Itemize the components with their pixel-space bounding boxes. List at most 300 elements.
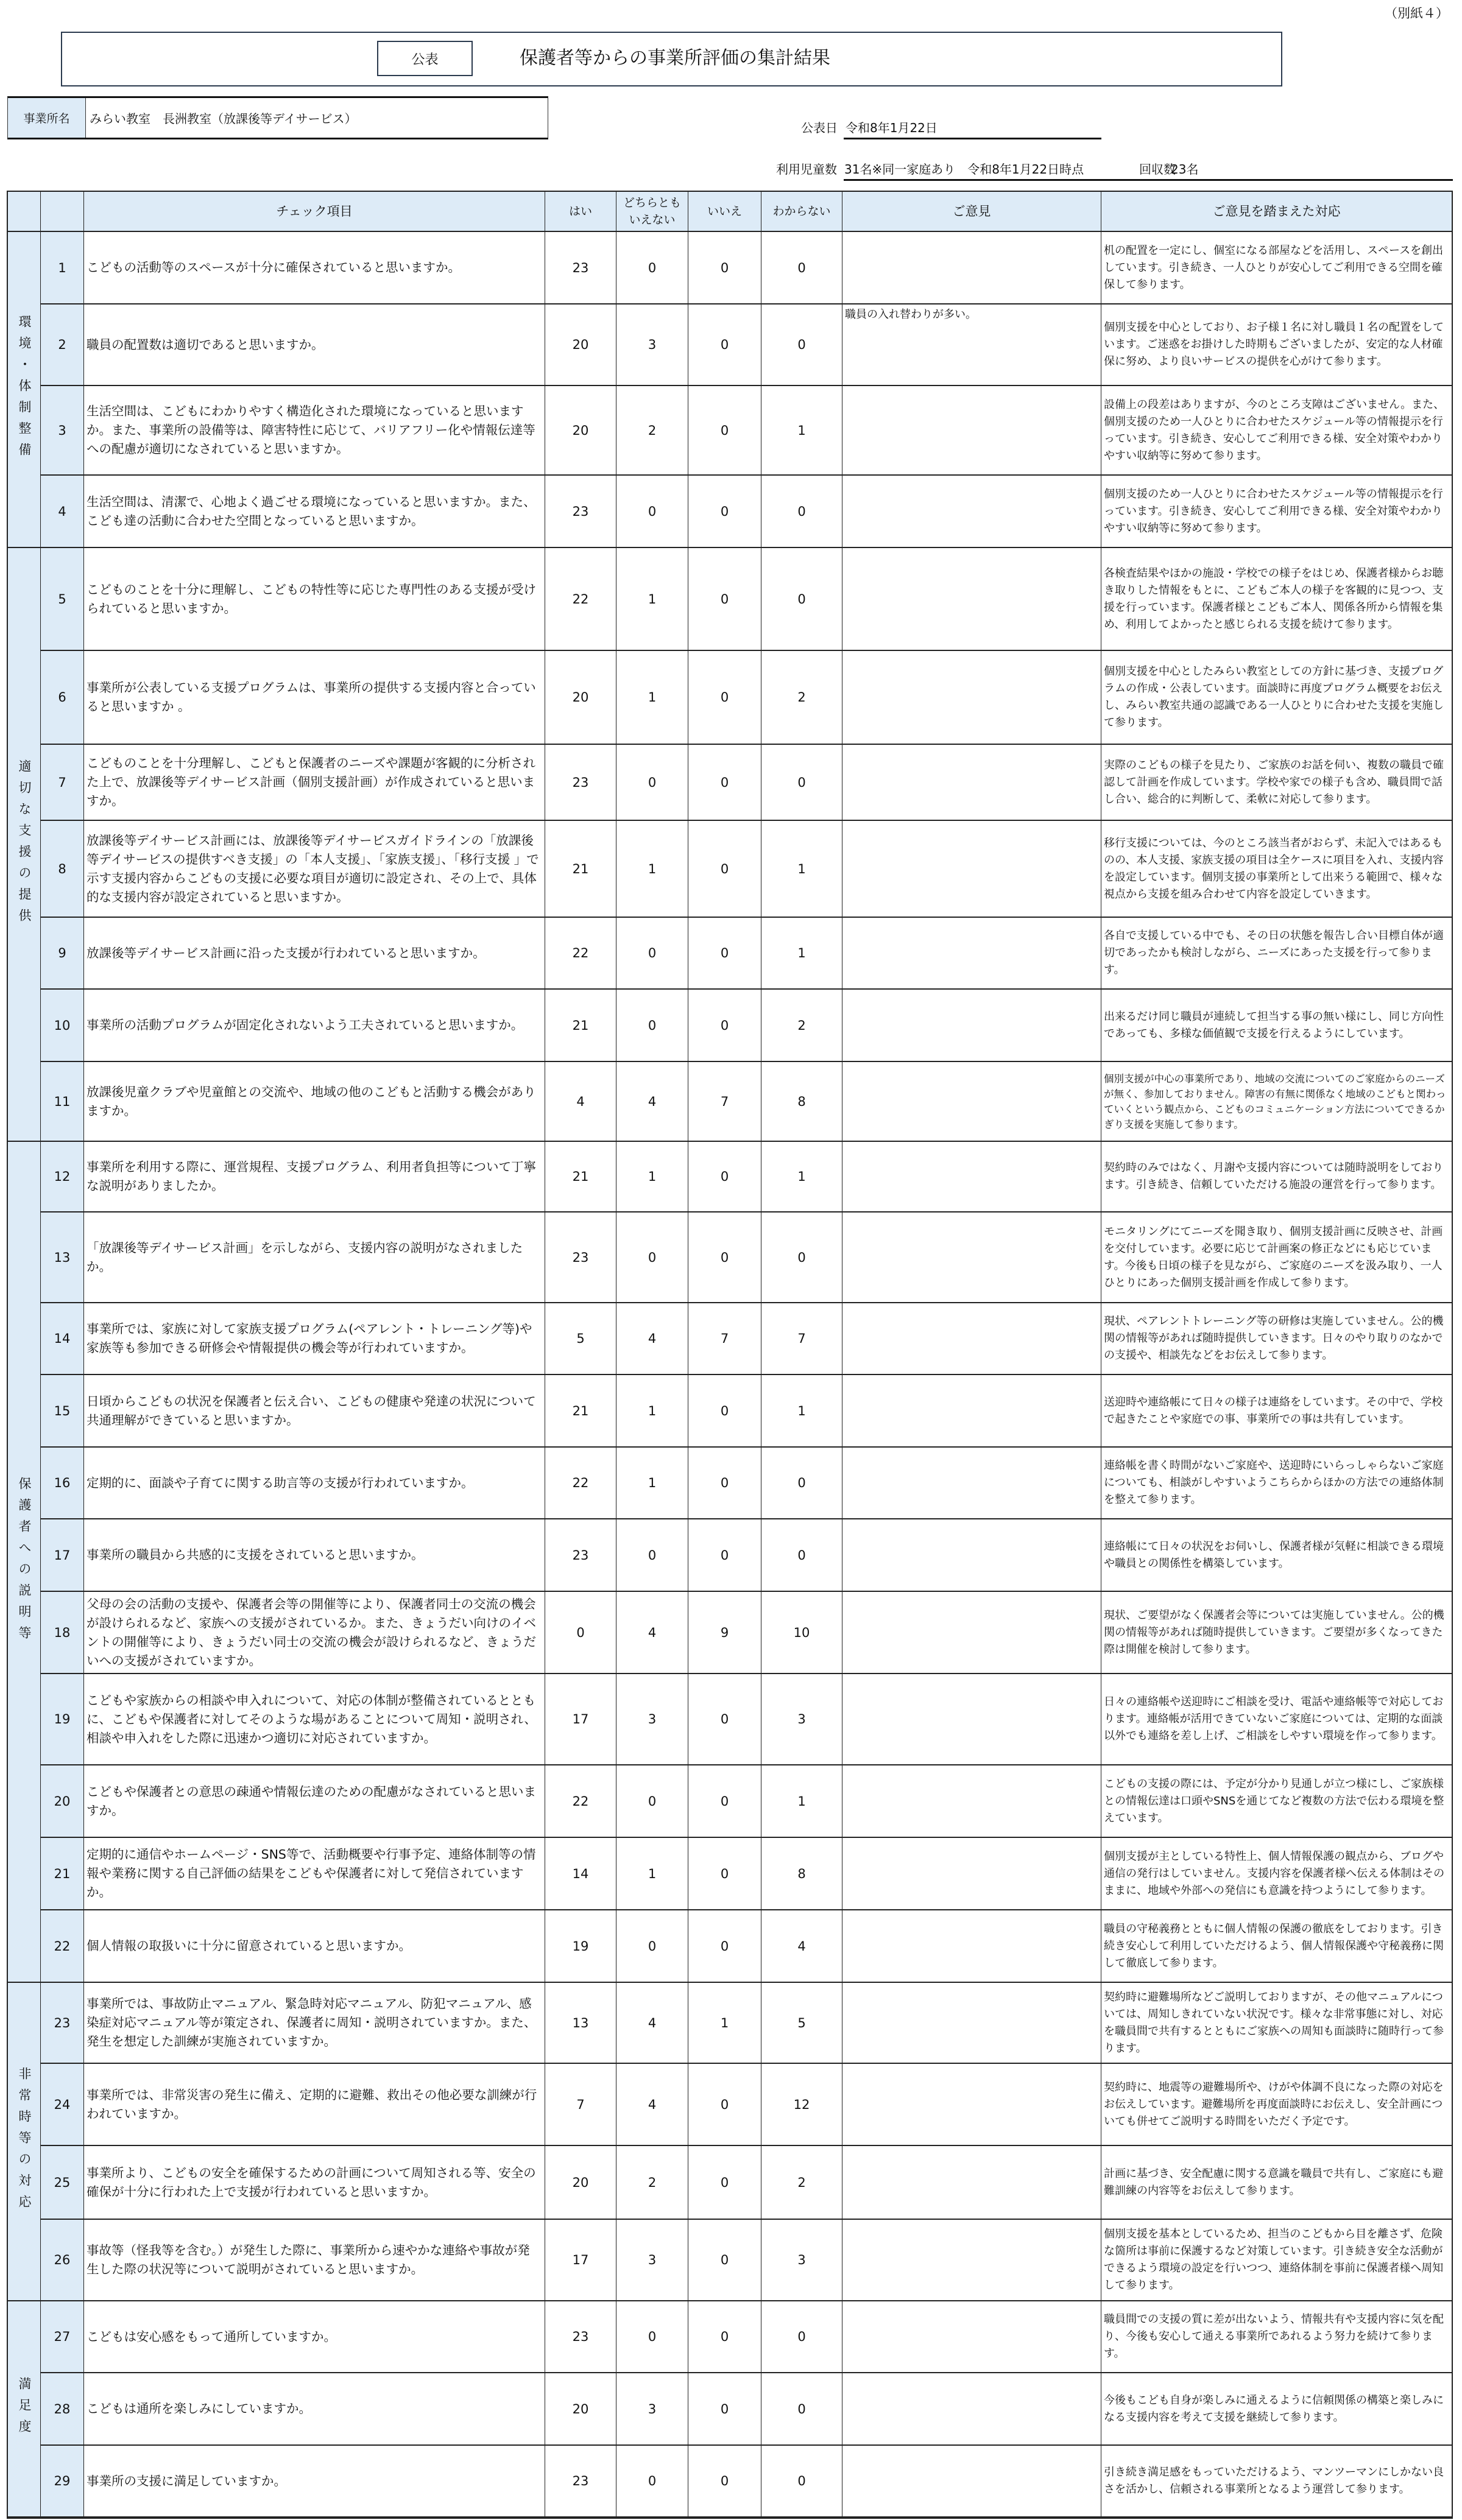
response-text: 契約時に、地震等の避難場所や、けがや体調不良になった際の対応をお伝えしています。避難場所を再度面談時にお伝えし、安全計画についても併せてご説明する時間をいただく予定です。 — [1104, 2080, 1444, 2128]
row-number: 3 — [41, 386, 84, 474]
response-cell — [1101, 2220, 1452, 2300]
table-row — [41, 918, 1452, 990]
count-yes: 22 — [545, 548, 616, 650]
count-yes: 23 — [545, 476, 616, 547]
count-yes: 23 — [545, 1519, 616, 1591]
response-text: 引き続き満足感をもっていただけるよう、マンツーマンにしかない良さを活かし、信頼される事業所となるよう運営して参ります。 — [1104, 2466, 1444, 2496]
count-neither: 1 — [616, 1375, 688, 1446]
count-yes: 4 — [545, 1062, 616, 1141]
count-no: 0 — [688, 2146, 761, 2219]
count-yes: 21 — [545, 990, 616, 1061]
table-row — [41, 2220, 1452, 2301]
check-item — [84, 1910, 545, 1982]
count-no: 0 — [688, 1910, 761, 1982]
count-yes: 20 — [545, 2373, 616, 2444]
check-item — [84, 821, 545, 917]
table-row — [41, 1375, 1452, 1448]
opinion-cell — [842, 1983, 1101, 2063]
count-yes: 23 — [545, 2301, 616, 2372]
category-group — [8, 2301, 1452, 2518]
check-item-text: こどもは通所を楽しみにしていますか。 — [87, 2401, 311, 2416]
response-cell — [1101, 232, 1452, 303]
check-item-text: 事業所を利用する際に、運営規程、支援プログラム、利用者負担等について丁寧な説明がありましたか。 — [87, 1160, 536, 1193]
row-number: 27 — [41, 2301, 84, 2372]
count-yes: 0 — [545, 1592, 616, 1673]
check-item — [84, 2220, 545, 2300]
table-row — [41, 2064, 1452, 2146]
count-neither: 0 — [616, 232, 688, 303]
opinion-text: 職員の入れ替わりが多い。 — [845, 308, 976, 321]
count-yes: 7 — [545, 2064, 616, 2145]
table-row — [41, 1765, 1452, 1838]
category-label: 保護者への説明等 — [17, 1476, 32, 1647]
row-number: 11 — [41, 1062, 84, 1141]
count-dont-know: 0 — [761, 745, 842, 820]
count-dont-know: 1 — [761, 386, 842, 474]
category-rows — [41, 1142, 1452, 1983]
opinion-cell — [842, 1910, 1101, 1982]
count-no: 0 — [688, 1212, 761, 1302]
header-check-item: チェック項目 — [84, 192, 545, 231]
check-item-text: 事業所の支援に満足していますか。 — [87, 2473, 286, 2488]
response-text: 契約時に避難場所などご説明しておりますが、その他マニュアルについては、周知しきれていない状況です。様々な非常事態に対し、対応を職員間で共有するとともにご家族への周知も面談時に随時行って参ります。 — [1104, 1990, 1444, 2055]
office-box — [7, 96, 548, 139]
check-item-text: 事業所の活動プログラムが固定化されないよう工夫されていると思いますか。 — [87, 1018, 524, 1032]
table-row — [41, 1983, 1452, 2064]
opinion-cell — [842, 386, 1101, 474]
category-group — [8, 1983, 1452, 2301]
count-yes: 23 — [545, 745, 616, 820]
row-number: 14 — [41, 1303, 84, 1374]
check-item-text: 事業所では、家族に対して家族支援プログラム(ペアレント・トレーニング等)や家族等も参加できる研修会や情報提供の機会等が行われていますか。 — [87, 1322, 532, 1355]
row-number: 1 — [41, 232, 84, 303]
count-yes: 20 — [545, 386, 616, 474]
opinion-cell — [842, 1375, 1101, 1446]
response-text: 送迎時や連絡帳にて日々の様子は連絡をしています。その中で、学校で起きたことや家庭での事、事業所での事は共有しています。 — [1104, 1395, 1443, 1426]
response-text: 職員間での支援の質に差が出ないよう、情報共有や支援内容に気を配り、今後も安心して通える事業所であれるよう努力を続けて参ります。 — [1104, 2313, 1444, 2360]
check-item — [84, 2146, 545, 2219]
response-cell — [1101, 1519, 1452, 1591]
page-title: 保護者等からの事業所評価の集計結果 — [520, 48, 830, 69]
count-no: 0 — [688, 1765, 761, 1837]
count-no: 0 — [688, 990, 761, 1061]
opinion-cell — [842, 232, 1101, 303]
response-text: 個別支援のため一人ひとりに合わせたスケジュール等の情報提示を行っています。引き続き、安心してご利用できる様、安全対策やわかりやすい収納等に努めて参ります。 — [1104, 487, 1443, 535]
check-item-text: 事業所の職員から共感的に支援をされていると思いますか。 — [87, 1547, 424, 1562]
count-neither: 3 — [616, 2373, 688, 2444]
count-yes: 19 — [545, 1910, 616, 1982]
row-number: 4 — [41, 476, 84, 547]
stats-underline — [844, 179, 1453, 181]
check-item-text: 事業所では、事故防止マニュアル、緊急時対応マニュアル、防犯マニュアル、感染症対応マニュアル等が策定され、保護者に周知・説明されていますか。また、発生を想定した訓練が実施されていますか。 — [87, 1996, 537, 2049]
count-dont-know: 8 — [761, 1838, 842, 1909]
count-yes: 23 — [545, 2446, 616, 2516]
count-dont-know: 8 — [761, 1062, 842, 1141]
count-yes: 14 — [545, 1838, 616, 1909]
opinion-cell — [842, 548, 1101, 650]
count-no: 0 — [688, 386, 761, 474]
count-neither: 0 — [616, 2301, 688, 2372]
response-cell — [1101, 745, 1452, 820]
category-group — [8, 1142, 1452, 1983]
count-dont-know: 0 — [761, 2301, 842, 2372]
check-item-text: 事業所では、非常災害の発生に備え、定期的に避難、救出その他必要な訓練が行われていますか。 — [87, 2087, 537, 2121]
row-number: 25 — [41, 2146, 84, 2219]
response-text: 個別支援を基本としているため、担当のこどもから目を離さず、危険な箇所は事前に保護するなど対策しています。引き続き安全な活動ができるよう環境の設定を行いつつ、連絡体制を事前に保護者様へ周知して参ります。 — [1104, 2228, 1444, 2292]
count-yes: 23 — [545, 232, 616, 303]
count-dont-know: 2 — [761, 990, 842, 1061]
check-item-text: 放課後等デイサービス計画に沿った支援が行われていると思いますか。 — [87, 945, 486, 960]
table-row — [41, 2373, 1452, 2446]
response-text: 実際のこどもの様子を見たり、ご家族のお話を伺い、複数の職員で確認して計画を作成しています。学校や家での様子も含め、職員間で話し合い、総合的に判断して、柔軟に対応して参ります。 — [1104, 758, 1444, 806]
count-dont-know: 0 — [761, 304, 842, 385]
category-cell — [8, 232, 41, 548]
response-cell — [1101, 821, 1452, 917]
count-no: 0 — [688, 1375, 761, 1446]
row-number: 18 — [41, 1592, 84, 1673]
count-neither: 2 — [616, 386, 688, 474]
count-neither: 3 — [616, 304, 688, 385]
check-item-text: 個人情報の取扱いに十分に留意されていると思いますか。 — [87, 1938, 411, 1953]
count-neither: 0 — [616, 918, 688, 988]
count-neither: 1 — [616, 1838, 688, 1909]
count-no: 0 — [688, 2301, 761, 2372]
response-text: 各検査結果やほかの施設・学校での様子をはじめ、保護者様からお聴き取りした情報をもとに、こどもご本人の様子を客観的に見つつ、支援を行っています。保護者様とこどもご本人、関係各所から情報を集め、利用してよかったと感じられる支援を続けて参ります。 — [1104, 566, 1444, 631]
check-item-text: 定期的に通信やホームページ・SNS等で、活動概要や行事予定、連絡体制等の情報や業務に関する自己評価の結果をこどもや保護者に対して発信されていますか。 — [87, 1847, 536, 1899]
response-cell — [1101, 1142, 1452, 1211]
opinion-cell — [842, 2373, 1101, 2444]
count-no: 0 — [688, 2373, 761, 2444]
count-neither: 0 — [616, 476, 688, 547]
count-neither: 3 — [616, 2220, 688, 2300]
check-item — [84, 1142, 545, 1211]
category-cell — [8, 1983, 41, 2301]
count-neither: 4 — [616, 1303, 688, 1374]
row-number: 29 — [41, 2446, 84, 2516]
count-dont-know: 4 — [761, 1910, 842, 1982]
response-cell — [1101, 548, 1452, 650]
opinion-cell — [842, 1062, 1101, 1141]
table-row — [41, 821, 1452, 918]
count-no: 0 — [688, 745, 761, 820]
check-item-text: 「放課後等デイサービス計画」を示しながら、支援内容の説明がなされましたか。 — [87, 1240, 523, 1274]
response-text: 個別支援を中心としており、お子様１名に対し職員１名の配置をしています。ご迷惑をお掛けした時期もございましたが、安定的な人材確保に努め、より良いサービスの提供を心がけて参ります。 — [1104, 321, 1444, 368]
count-yes: 17 — [545, 2220, 616, 2300]
count-no: 0 — [688, 1142, 761, 1211]
row-number: 20 — [41, 1765, 84, 1837]
publish-date-value: 令和8年1月22日 — [846, 121, 938, 135]
count-dont-know: 0 — [761, 232, 842, 303]
response-cell — [1101, 918, 1452, 988]
check-item — [84, 1448, 545, 1518]
users-count-label: 利用児童数 — [776, 162, 837, 177]
count-neither: 0 — [616, 990, 688, 1061]
count-no: 0 — [688, 476, 761, 547]
opinion-cell — [842, 745, 1101, 820]
check-item-text: こどもは安心感をもって通所していますか。 — [87, 2329, 336, 2344]
check-item — [84, 1674, 545, 1764]
row-number: 23 — [41, 1983, 84, 2063]
count-dont-know: 1 — [761, 1765, 842, 1837]
response-text: 個別支援が中心の事業所であり、地域の交流についてのご家庭からのニーズが無く、参加しておりません。障害の有無に関係なく地域のこどもと関わっていくという観点から、こどものコミュニケーション方法についてできるかぎり支援を実施して参ります。 — [1104, 1072, 1446, 1130]
publish-date-label: 公表日 — [801, 121, 838, 135]
count-no: 0 — [688, 2064, 761, 2145]
count-dont-know: 1 — [761, 821, 842, 917]
table-row — [41, 1519, 1452, 1592]
table-row — [41, 1212, 1452, 1303]
check-item — [84, 1592, 545, 1673]
count-neither: 1 — [616, 548, 688, 650]
table-row — [41, 1592, 1452, 1674]
row-number: 8 — [41, 821, 84, 917]
check-item-text: こどもの活動等のスペースが十分に確保されていると思いますか。 — [87, 260, 461, 275]
office-label: 事業所名 — [8, 98, 86, 138]
category-label: 環境・体制整備 — [17, 315, 32, 464]
table-row — [41, 990, 1452, 1062]
check-item — [84, 1212, 545, 1302]
count-neither: 1 — [616, 651, 688, 744]
opinion-cell — [842, 1303, 1101, 1374]
response-text: モニタリングにてニーズを聞き取り、個別支援計画に反映させ、計画を交付しています。必要に応じて計画案の修正などにも応じています。今後も日頃の様子を見ながら、ご家庭のニーズを汲み取り、一人ひとりにあった個別支援計画を作成して参ります。 — [1104, 1225, 1443, 1289]
header-opinion: ご意見 — [842, 192, 1101, 231]
count-neither: 0 — [616, 1765, 688, 1837]
count-no: 0 — [688, 821, 761, 917]
row-number: 13 — [41, 1212, 84, 1302]
check-item — [84, 2064, 545, 2145]
check-item — [84, 386, 545, 474]
response-cell — [1101, 1765, 1452, 1837]
category-group — [8, 548, 1452, 1142]
check-item — [84, 548, 545, 650]
check-item — [84, 1765, 545, 1837]
header-dont-know: わからない — [761, 192, 842, 231]
count-neither: 0 — [616, 1212, 688, 1302]
count-no: 0 — [688, 1838, 761, 1909]
response-cell — [1101, 1062, 1452, 1141]
check-item-text: 日頃からこどもの状況を保護者と伝え合い、こどもの健康や発達の状況について共通理解ができていると思いますか。 — [87, 1393, 536, 1427]
response-cell — [1101, 1674, 1452, 1764]
response-cell — [1101, 476, 1452, 547]
response-text: 各自で支援している中でも、その日の状態を報告し合い目標自体が適切であったかも検討しながら、ニーズにあった支援を行って参ります。 — [1104, 929, 1444, 976]
count-neither: 1 — [616, 1142, 688, 1211]
count-dont-know: 0 — [761, 1448, 842, 1518]
table-row — [41, 2146, 1452, 2220]
opinion-cell — [842, 476, 1101, 547]
header-category — [8, 192, 41, 231]
opinion-cell — [842, 1838, 1101, 1909]
count-dont-know: 2 — [761, 2146, 842, 2219]
opinion-cell — [842, 1674, 1101, 1764]
response-text: 個別支援を中心としたみらい教室としての方針に基づき、支援プログラムの作成・公表しています。面談時に再度プログラム概要をお伝えし、みらい教室共通の認識である一人ひとりに合わせた支援を実施して参ります。 — [1104, 665, 1444, 729]
count-no: 0 — [688, 548, 761, 650]
count-neither: 0 — [616, 1519, 688, 1591]
response-text: 連絡帳にて日々の状況をお伺いし、保護者様が気軽に相談できる環境や職員との関係性を構築しています。 — [1104, 1540, 1444, 1570]
response-cell — [1101, 1983, 1452, 2063]
opinion-cell — [842, 1448, 1101, 1518]
count-neither: 2 — [616, 2146, 688, 2219]
check-item-text: 事故等（怪我等を含む。）が発生した際に、事業所から速やかな連絡や事故が発生した際の状況等について説明がされていると思いますか。 — [87, 2243, 530, 2276]
response-text: 机の配置を一定にし、個室になる部屋などを活用し、スペースを創出しています。引き続き、一人ひとりが安心してご利用できる空間を確保して参ります。 — [1104, 244, 1444, 291]
row-number: 17 — [41, 1519, 84, 1591]
check-item — [84, 1519, 545, 1591]
opinion-cell — [842, 304, 1101, 385]
count-neither: 4 — [616, 1983, 688, 2063]
table-row — [41, 1674, 1452, 1765]
count-yes: 21 — [545, 1142, 616, 1211]
count-neither: 0 — [616, 745, 688, 820]
check-item-text: こどもや家族からの相談や申入れについて、対応の体制が整備されているとともに、こどもや保護者に対してそのような場があることについて周知・説明され、相談や申入れをした際に迅速かつ適切に対応されていますか。 — [87, 1692, 537, 1745]
response-cell — [1101, 1212, 1452, 1302]
header-neither: どちらとも いえない — [616, 192, 688, 231]
count-no: 0 — [688, 1448, 761, 1518]
count-dont-know: 0 — [761, 476, 842, 547]
response-cell — [1101, 2146, 1452, 2219]
table-row — [41, 2446, 1452, 2518]
office-name: みらい教室 長洲教室（放課後等デイサービス） — [90, 111, 357, 126]
check-item-text: こどものことを十分理解し、こどもと保護者のニーズや課題が客観的に分析された上で、放課後等デイサービス計画（個別支援計画）が作成されていると思いますか。 — [87, 756, 535, 808]
publish-date-underline — [844, 138, 1101, 139]
table-row — [41, 1448, 1452, 1519]
collected-count-label: 回収数 — [1139, 162, 1176, 177]
check-item-text: 定期的に、面談や子育てに関する助言等の支援が行われていますか。 — [87, 1475, 474, 1490]
count-yes: 23 — [545, 1212, 616, 1302]
check-item — [84, 2373, 545, 2444]
check-item — [84, 1983, 545, 2063]
opinion-cell — [842, 2446, 1101, 2516]
row-number: 22 — [41, 1910, 84, 1982]
count-no: 1 — [688, 1983, 761, 2063]
check-item-text: 放課後児童クラブや児童館との交流や、地域の他のこどもと活動する機会がありますか。 — [87, 1084, 536, 1118]
opinion-cell — [842, 1592, 1101, 1673]
count-neither: 4 — [616, 2064, 688, 2145]
annex-label: （別紙４） — [1385, 6, 1449, 21]
opinion-cell — [842, 2220, 1101, 2300]
check-item-text: 事業所が公表している支援プログラムは、事業所の提供する支援内容と合っていると思いますか 。 — [87, 680, 536, 714]
row-number: 21 — [41, 1838, 84, 1909]
response-text: 今後もこども自身が楽しみに通えるように信頼関係の構築と楽しみになる支援内容を考えて支援を継続して参ります。 — [1104, 2393, 1444, 2424]
table-row — [41, 386, 1452, 476]
check-item — [84, 1062, 545, 1141]
count-no: 7 — [688, 1303, 761, 1374]
opinion-cell — [842, 1519, 1101, 1591]
count-neither: 1 — [616, 821, 688, 917]
check-item-text: こどものことを十分に理解し、こどもの特性等に応じた専門性のある支援が受けられていると思いますか。 — [87, 582, 536, 616]
category-cell — [8, 548, 41, 1142]
table-row — [41, 1142, 1452, 1212]
count-no: 0 — [688, 918, 761, 988]
category-group — [8, 232, 1452, 548]
response-cell — [1101, 651, 1452, 744]
response-cell — [1101, 386, 1452, 474]
response-cell — [1101, 1838, 1452, 1909]
table-row — [41, 1303, 1452, 1375]
check-item-text: 職員の配置数は適切であると思いますか。 — [87, 337, 324, 352]
check-item — [84, 990, 545, 1061]
table-row — [41, 304, 1452, 386]
opinion-cell — [842, 2301, 1101, 2372]
opinion-cell — [842, 2146, 1101, 2219]
opinion-cell — [842, 2064, 1101, 2145]
check-item — [84, 651, 545, 744]
count-yes: 21 — [545, 1375, 616, 1446]
header-yes: はい — [545, 192, 616, 231]
check-item — [84, 745, 545, 820]
count-yes: 13 — [545, 1983, 616, 2063]
category-label: 非常時等の対応 — [17, 2067, 32, 2216]
count-no: 0 — [688, 304, 761, 385]
response-text: 移行支援については、今のところ該当者がおらず、未記入ではあるものの、本人支援、家族支援の項目は全ケースに項目を入れ、支援内容を設定しています。個別支援の事業所として出来うる範囲で、様々な視点から支援を組み合わせて内容を設定していきます。 — [1104, 836, 1444, 901]
response-text: 設備上の段差はありますが、今のところ支障はございません。また、個別支援のため一人ひとりに合わせたスケジュール等の情報提示を行っています。引き続き、安心してご利用できる様、安全対策やわかりやすい収納等に努めて参ります。 — [1104, 398, 1445, 462]
count-dont-know: 3 — [761, 2220, 842, 2300]
opinion-cell — [842, 1142, 1101, 1211]
check-item-text: 放課後等デイサービス計画には、放課後等デイサービスガイドラインの「放課後等デイサービスの提供すべき支援」の「本人支援」、「家族支援」、「移行支援 」で示す支援内容からこどもの支援に必要な項目が適切に設定され、その上で、具体的な支援内容が設定されていると思いますか。 — [87, 832, 539, 904]
row-number: 6 — [41, 651, 84, 744]
row-number: 28 — [41, 2373, 84, 2444]
count-yes: 22 — [545, 1448, 616, 1518]
collected-count-value: 23名 — [1171, 162, 1199, 177]
row-number: 15 — [41, 1375, 84, 1446]
check-item — [84, 1303, 545, 1374]
check-item-text: こどもや保護者との意思の疎通や情報伝達のための配慮がなされていると思いますか。 — [87, 1784, 536, 1818]
count-no: 0 — [688, 232, 761, 303]
check-item — [84, 918, 545, 988]
response-cell — [1101, 1448, 1452, 1518]
row-number: 12 — [41, 1142, 84, 1211]
response-cell — [1101, 2446, 1452, 2516]
row-number: 26 — [41, 2220, 84, 2300]
response-text: 契約時のみではなく、月謝や支援内容については随時説明をしております。引き続き、信頼していただける施設の運営を行って参ります。 — [1104, 1161, 1444, 1191]
evaluation-table — [7, 191, 1453, 2519]
count-dont-know: 0 — [761, 1212, 842, 1302]
table-row — [41, 1910, 1452, 1983]
opinion-cell — [842, 651, 1101, 744]
count-yes: 20 — [545, 304, 616, 385]
response-cell — [1101, 990, 1452, 1061]
count-yes: 21 — [545, 821, 616, 917]
response-cell — [1101, 1375, 1452, 1446]
count-neither: 4 — [616, 1592, 688, 1673]
category-cell — [8, 1142, 41, 1983]
count-dont-know: 1 — [761, 1375, 842, 1446]
table-body — [8, 232, 1452, 2518]
count-dont-know: 0 — [761, 2446, 842, 2516]
count-neither: 4 — [616, 1062, 688, 1141]
response-text: 連絡帳を書く時間がないご家庭や、送迎時にいらっしゃらないご家庭についても、相談がしやすいようこちらからほかの方法での連絡体制を整えて参ります。 — [1104, 1459, 1444, 1506]
count-dont-know: 12 — [761, 2064, 842, 2145]
count-neither: 0 — [616, 2446, 688, 2516]
opinion-cell — [842, 1212, 1101, 1302]
opinion-cell — [842, 918, 1101, 988]
title-box — [61, 32, 1282, 86]
response-text: 職員の守秘義務とともに個人情報の保護の徹底をしております。引き続き安心して利用していただけるよう、個人情報保護や守秘義務に関して徹底して参ります。 — [1104, 1922, 1444, 1969]
check-item-text: 生活空間は、こどもにわかりやすく構造化された環境になっていると思いますか。また、事業所の設備等は、障害特性に応じて、バリアフリー化や情報伝達等への配慮が適切になされていると思いますか。 — [87, 404, 535, 456]
opinion-cell — [842, 990, 1101, 1061]
count-dont-know: 7 — [761, 1303, 842, 1374]
count-yes: 17 — [545, 1674, 616, 1764]
count-neither: 3 — [616, 1674, 688, 1764]
row-number: 7 — [41, 745, 84, 820]
response-cell — [1101, 2301, 1452, 2372]
table-row — [41, 745, 1452, 821]
response-text: 現状、ご要望がなく保護者会等については実施していません。公的機関の情報等があれば随時提供していきます。ご要望が多くなってきた際は開催を検討して参ります。 — [1104, 1608, 1444, 1656]
response-text: 現状、ペアレントトレーニング等の研修は実施していません。公的機関の情報等があれば随時提供していきます。日々のやり取りのなかでの支援や、相談先などをお伝えして参ります。 — [1104, 1315, 1444, 1362]
opinion-cell — [842, 821, 1101, 917]
response-text: こどもの支援の際には、予定が分かり見通しが立つ様にし、ご家族様との情報伝達は口頭やSNSを通じてなど複数の方法で伝わる環境を整えています。 — [1104, 1777, 1444, 1825]
category-rows — [41, 2301, 1452, 2518]
response-text: 計画に基づき、安全配慮に関する意識を職員で共有し、ご家庭にも避難訓練の内容等をお伝えして参ります。 — [1104, 2167, 1444, 2197]
row-number: 5 — [41, 548, 84, 650]
response-cell — [1101, 2064, 1452, 2145]
